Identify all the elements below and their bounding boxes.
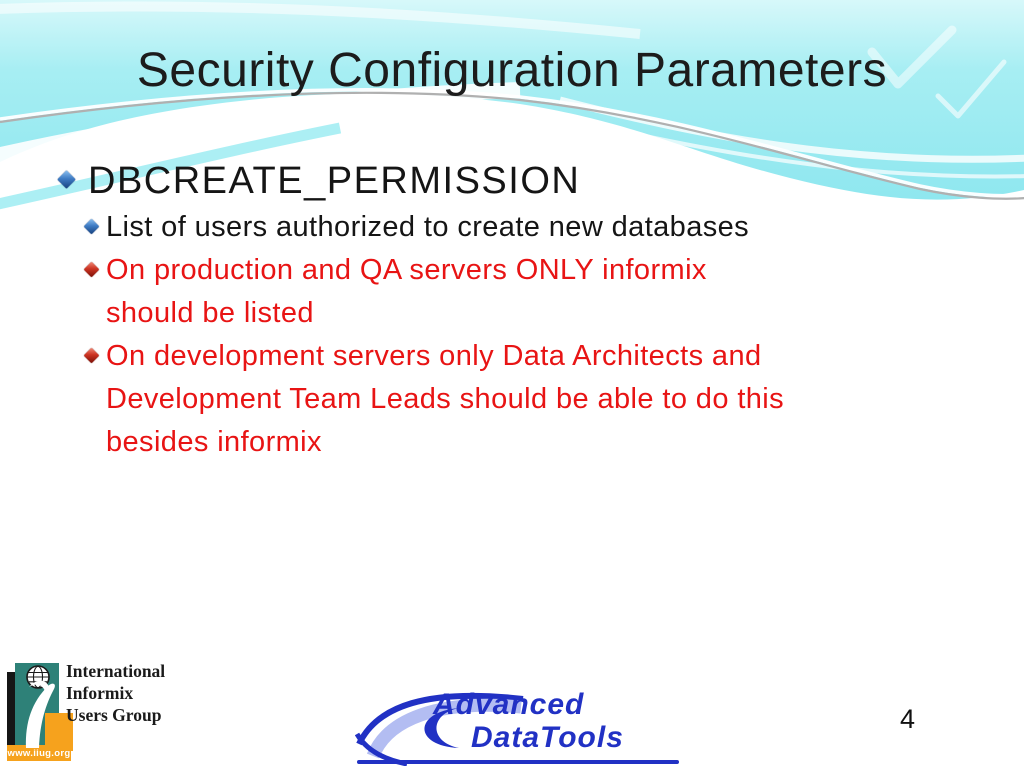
iiug-org-line: Users Group <box>66 705 162 725</box>
adt-logo-underline <box>357 760 679 764</box>
adt-logo <box>355 686 685 766</box>
bullet-text-line: should be listed <box>106 297 314 329</box>
adt-logo-word-datatools: DataTools <box>471 721 624 754</box>
list-item-authorized-users <box>86 206 972 249</box>
iiug-url: www.iiug.org <box>7 748 71 759</box>
bullet-list <box>60 156 972 464</box>
bullet-text: DBCREATE_PERMISSION <box>88 160 581 202</box>
list-item-dbcreate-permission <box>60 156 972 206</box>
diamond-bullet-icon <box>84 262 100 278</box>
iiug-org-line: International <box>66 661 166 681</box>
slide-title: Security Configuration Parameters <box>136 44 888 97</box>
iiug-org-line: Informix <box>66 683 134 703</box>
diamond-bullet-icon <box>57 170 75 188</box>
list-item-development-servers <box>86 335 972 464</box>
bullet-text-line: besides informix <box>106 426 322 458</box>
list-item-production-qa <box>86 249 972 335</box>
bullet-text: List of users authorized to create new databases <box>106 211 750 243</box>
iiug-org-name <box>66 660 186 726</box>
diamond-bullet-icon <box>84 219 100 235</box>
page-number: 4 <box>900 704 916 734</box>
bullet-text-line: On production and QA servers ONLY informix <box>106 254 707 286</box>
adt-logo-word-advanced: Advanced <box>433 688 585 721</box>
bullet-text-line: Development Team Leads should be able to do this <box>106 383 785 415</box>
diamond-bullet-icon <box>84 348 100 364</box>
bullet-text-line: On development servers only Data Architects and <box>106 340 762 372</box>
